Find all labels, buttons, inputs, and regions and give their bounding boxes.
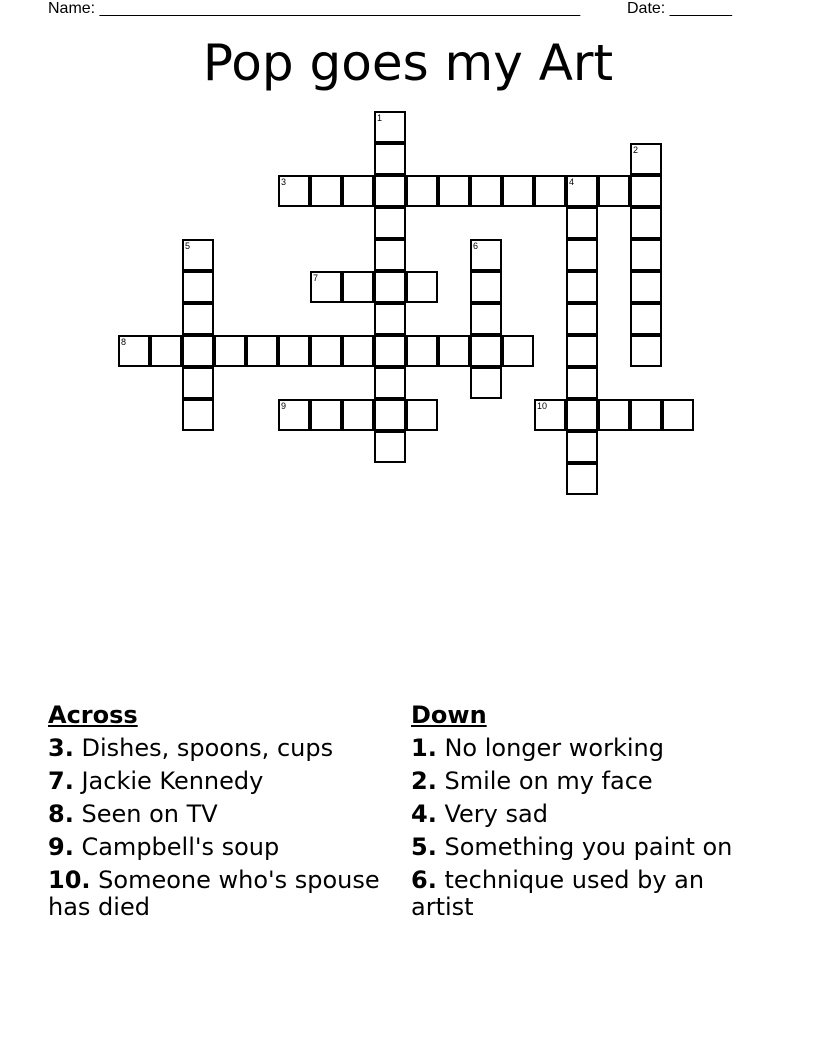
- crossword-cell[interactable]: [374, 335, 406, 367]
- date-field-label: Date: _______: [627, 0, 732, 17]
- crossword-cell[interactable]: [566, 175, 598, 207]
- crossword-cell[interactable]: [214, 335, 246, 367]
- crossword-cell[interactable]: [566, 399, 598, 431]
- crossword-cell[interactable]: [150, 335, 182, 367]
- clue-number: 10: [537, 401, 548, 411]
- crossword-cell[interactable]: [566, 431, 598, 463]
- crossword-cell[interactable]: [182, 399, 214, 431]
- crossword-cell[interactable]: [342, 271, 374, 303]
- crossword-cell[interactable]: [566, 463, 598, 495]
- across-clue: 9. Campbell's soup: [48, 833, 280, 861]
- crossword-cell[interactable]: [374, 431, 406, 463]
- down-clue: 2. Smile on my face: [411, 767, 653, 795]
- clue-number: 4: [569, 177, 575, 187]
- crossword-cell[interactable]: [598, 399, 630, 431]
- across-clues: [48, 702, 393, 927]
- crossword-cell[interactable]: [630, 143, 662, 175]
- crossword-cell[interactable]: [406, 271, 438, 303]
- clue-number: 9: [281, 401, 287, 411]
- crossword-cell[interactable]: [182, 303, 214, 335]
- down-clue: 4. Very sad: [411, 800, 548, 828]
- crossword-cell[interactable]: [662, 399, 694, 431]
- across-clue: 8. Seen on TV: [48, 800, 218, 828]
- crossword-cell[interactable]: [470, 335, 502, 367]
- crossword-cell[interactable]: [374, 111, 406, 143]
- crossword-cell[interactable]: [310, 335, 342, 367]
- down-clue: 5. Something you paint on: [411, 833, 733, 861]
- down-heading: Down: [411, 701, 487, 729]
- across-clue: 3. Dishes, spoons, cups: [48, 734, 334, 762]
- crossword-cell[interactable]: [566, 367, 598, 399]
- crossword-cell[interactable]: [630, 271, 662, 303]
- name-field-label: Name: ______________________________________________________: [48, 0, 581, 17]
- crossword-cell[interactable]: [470, 271, 502, 303]
- crossword-cell[interactable]: [630, 303, 662, 335]
- crossword-cell[interactable]: [630, 399, 662, 431]
- crossword-cell[interactable]: [310, 399, 342, 431]
- crossword-cell[interactable]: [598, 175, 630, 207]
- crossword-cell[interactable]: [566, 239, 598, 271]
- crossword-cell[interactable]: [342, 175, 374, 207]
- crossword-cell[interactable]: [438, 175, 470, 207]
- crossword-cell[interactable]: [566, 271, 598, 303]
- crossword-cell[interactable]: [374, 207, 406, 239]
- clue-number: 8: [121, 337, 127, 347]
- crossword-cell[interactable]: [566, 335, 598, 367]
- clue-number: 6: [473, 241, 479, 251]
- crossword-cell[interactable]: [310, 271, 342, 303]
- crossword-cell[interactable]: [278, 399, 310, 431]
- clue-number: 3: [281, 177, 287, 187]
- crossword-cell[interactable]: [534, 175, 566, 207]
- page-title: Pop goes my Art: [202, 34, 614, 92]
- crossword-cell[interactable]: [342, 399, 374, 431]
- crossword-cell[interactable]: [470, 175, 502, 207]
- crossword-cell[interactable]: [566, 303, 598, 335]
- crossword-cell[interactable]: [278, 175, 310, 207]
- crossword-cell[interactable]: [630, 239, 662, 271]
- crossword-cell[interactable]: [278, 335, 310, 367]
- crossword-cell[interactable]: [438, 335, 470, 367]
- crossword-cell[interactable]: [118, 335, 150, 367]
- across-clue: 7. Jackie Kennedy: [48, 767, 264, 795]
- clue-number: 7: [313, 273, 319, 283]
- crossword-cell[interactable]: [470, 239, 502, 271]
- crossword-cell[interactable]: [502, 335, 534, 367]
- down-clue: 1. No longer working: [411, 734, 664, 762]
- crossword-cell[interactable]: [630, 335, 662, 367]
- crossword-cell[interactable]: [374, 271, 406, 303]
- crossword-cell[interactable]: [374, 239, 406, 271]
- crossword-cell[interactable]: [630, 175, 662, 207]
- crossword-cell[interactable]: [374, 143, 406, 175]
- across-heading: Across: [48, 701, 138, 729]
- crossword-cell[interactable]: [534, 399, 566, 431]
- crossword-cell[interactable]: [374, 399, 406, 431]
- crossword-cell[interactable]: [406, 335, 438, 367]
- crossword-cell[interactable]: [374, 367, 406, 399]
- crossword-cell[interactable]: [182, 239, 214, 271]
- crossword-cell[interactable]: [566, 207, 598, 239]
- crossword-cell[interactable]: [182, 367, 214, 399]
- crossword-cell[interactable]: [630, 207, 662, 239]
- clue-number: 5: [185, 241, 191, 251]
- crossword-cell[interactable]: [182, 271, 214, 303]
- crossword-cell[interactable]: [470, 367, 502, 399]
- crossword-cell[interactable]: [406, 175, 438, 207]
- down-clues: [411, 702, 741, 927]
- down-clue: 6. technique used by an artist: [411, 866, 705, 921]
- clue-number: 1: [377, 113, 383, 123]
- across-clue: 10. Someone who's spouse has died: [48, 866, 380, 921]
- crossword-cell[interactable]: [310, 175, 342, 207]
- clue-number: 2: [633, 145, 639, 155]
- crossword-cell[interactable]: [406, 399, 438, 431]
- crossword-cell[interactable]: [182, 335, 214, 367]
- crossword-cell[interactable]: [502, 175, 534, 207]
- crossword-grid: [0, 0, 816, 520]
- crossword-cell[interactable]: [374, 175, 406, 207]
- crossword-cell[interactable]: [246, 335, 278, 367]
- crossword-cell[interactable]: [342, 335, 374, 367]
- crossword-cell[interactable]: [470, 303, 502, 335]
- crossword-cell[interactable]: [374, 303, 406, 335]
